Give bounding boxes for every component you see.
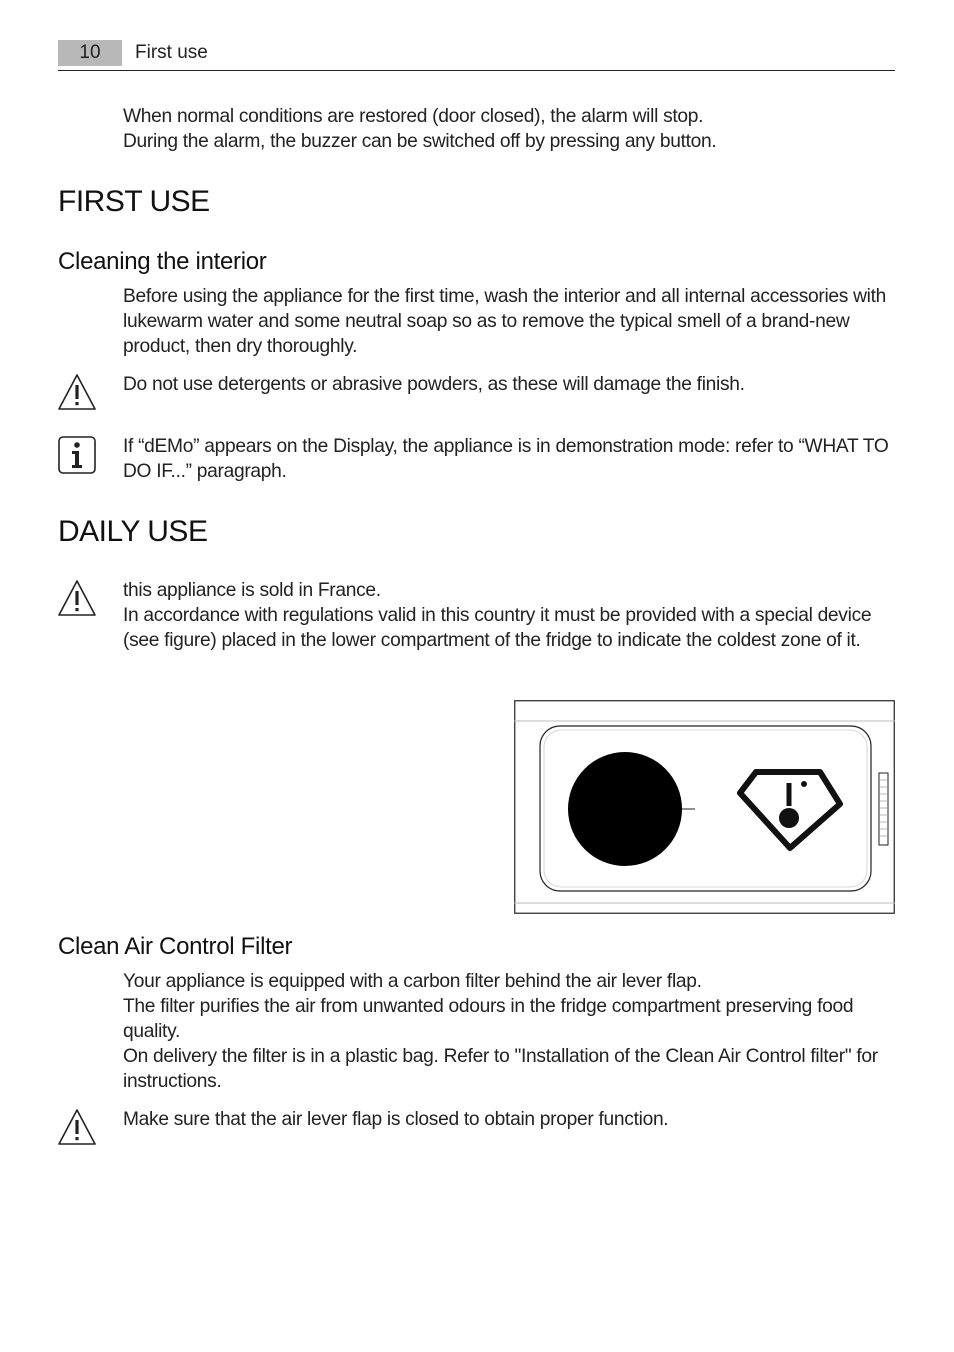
section-title-daily-use: DAILY USE bbox=[58, 515, 208, 548]
info-icon bbox=[57, 435, 97, 475]
running-title: First use bbox=[135, 42, 208, 63]
warning-triangle-icon bbox=[57, 372, 97, 412]
filter-line: Your appliance is equipped with a carbon filter behind the air lever flap. bbox=[123, 971, 702, 992]
subheading-clean-air-filter: Clean Air Control Filter bbox=[58, 933, 293, 960]
intro-line: When normal conditions are restored (door closed), the alarm will stop. bbox=[123, 106, 704, 127]
warning-triangle-icon bbox=[57, 1107, 97, 1147]
france-warning-line: In accordance with regulations valid in this country it must be provided with a special device (see figure) placed in the lower compartment of the fridge to indicate the coldest zone of it. bbox=[123, 605, 872, 651]
subheading-cleaning: Cleaning the interior bbox=[58, 248, 267, 275]
page-number: 10 bbox=[58, 40, 122, 66]
header-rule bbox=[58, 70, 895, 71]
intro-line: During the alarm, the buzzer can be switched off by pressing any button. bbox=[123, 131, 717, 152]
cleaning-text: Before using the appliance for the first time, wash the interior and all internal accessories with lukewarm water and some neutral soap so as to remove the typical smell of a brand-new product, then dry thoroughly. bbox=[123, 286, 887, 357]
filter-line: The filter purifies the air from unwanted odours in the fridge compartment preserving food quality. bbox=[123, 996, 854, 1042]
section-title-first-use: FIRST USE bbox=[58, 185, 210, 218]
france-warning-line: this appliance is sold in France. bbox=[123, 580, 381, 601]
filter-warning: Make sure that the air lever flap is closed to obtain proper function. bbox=[123, 1109, 669, 1130]
intro-text bbox=[123, 104, 898, 154]
filter-line: On delivery the filter is in a plastic bag. Refer to "Installation of the Clean Air Control filter" for instructions. bbox=[123, 1046, 878, 1092]
indicator-dot bbox=[568, 752, 682, 866]
warning-triangle-icon bbox=[57, 578, 97, 618]
cleaning-info: If “dEMo” appears on the Display, the appliance is in demonstration mode: refer to “WHAT TO DO IF...” paragraph. bbox=[123, 436, 889, 482]
filter-text bbox=[123, 969, 898, 1094]
coldest-zone-indicator-figure bbox=[514, 700, 895, 914]
france-warning bbox=[123, 578, 898, 653]
cleaning-warning: Do not use detergents or abrasive powders, as these will damage the finish. bbox=[123, 374, 745, 395]
